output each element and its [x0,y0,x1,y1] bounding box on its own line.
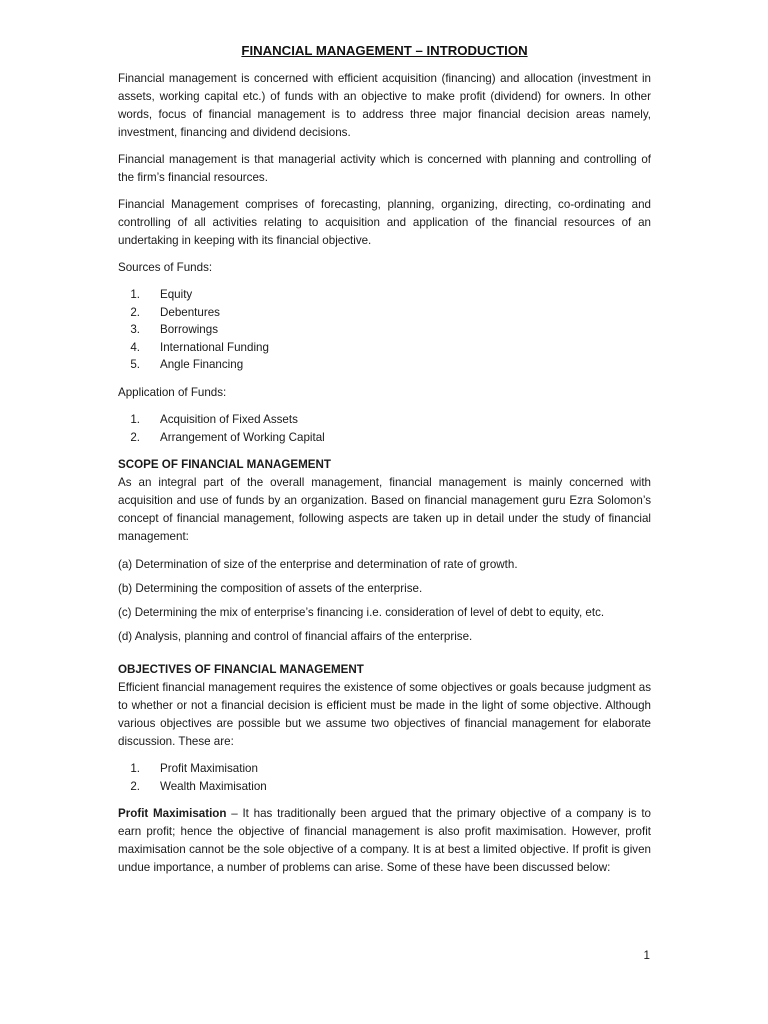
list-number: 1. [130,762,140,776]
scope-point-b: (b) Determining the composition of assets of the enterprise. [118,582,423,596]
list-text: Equity [160,288,193,301]
profit-maximisation-term: Profit Maximisation [118,807,227,821]
intro-paragraph-3: Financial Management comprises of forecasting, planning, organizing, directing, co-ordinating and controlling of all activities relating to acquisition and application of the financial resources of an undertaking in keeping with its financial objective. [118,198,651,247]
list-item [118,304,651,322]
scope-point-a: (a) Determination of size of the enterprise and determination of rate of growth. [118,558,518,572]
scope-heading: SCOPE OF FINANCIAL MANAGEMENT [118,458,331,472]
intro-paragraph-2: Financial management is that managerial activity which is concerned with planning and controlling of the firm’s financial resources. [118,153,651,184]
list-text: Debentures [160,305,220,319]
objectives-heading: OBJECTIVES OF FINANCIAL MANAGEMENT [118,663,364,677]
list-item [118,356,651,374]
objectives-list [118,760,651,795]
list-item [118,411,651,429]
page-number: 1 [643,949,650,962]
list-item [118,321,651,339]
list-number: 4. [130,340,140,354]
list-item [118,429,651,447]
list-number: 2. [130,430,140,444]
list-number: 3. [130,323,140,337]
list-item [118,339,651,357]
application-list [118,411,651,446]
intro-paragraph-1: Financial management is concerned with efficient acquisition (financing) and allocation (investment in assets, working capital etc.) of funds with an objective to make profit (dividend) for owners. In other words, focus of financial management is to address three major financial decision areas namely, investment, financing and dividend decisions. [118,72,651,139]
list-text: Profit Maximisation [160,762,258,776]
objectives-paragraph: Efficient financial management requires the existence of some objectives or goals because judgment as to whether or not a financial decision is efficient must be made in the light of some objective. Although various objectives are possible but we assume two objectives of financial management for elaborate discussion. These are: [118,681,651,749]
list-number: 2. [130,305,140,319]
list-number: 5. [130,358,140,372]
list-text: International Funding [160,340,269,354]
list-item [118,778,651,796]
sources-list [118,286,651,374]
list-number: 2. [130,779,140,793]
list-number: 1. [130,288,140,301]
list-item [118,286,651,304]
application-label: Application of Funds: [118,385,227,399]
section-spacer [118,651,651,661]
list-item [118,760,651,778]
scope-point-c: (c) Determining the mix of enterprise’s financing i.e. consideration of level of debt to equity, etc. [118,606,605,620]
list-text: Angle Financing [160,358,244,372]
list-text: Borrowings [160,323,218,337]
scope-paragraph: As an integral part of the overall management, financial management is mainly concerned with acquisition and use of funds by an organization. Based on financial management guru Ezra Solomon’s concept of financial management, following aspects are taken up in detail under the study of financial management: [118,476,651,544]
list-text: Acquisition of Fixed Assets [160,412,298,426]
list-text: Arrangement of Working Capital [160,430,325,444]
scope-point-d: (d) Analysis, planning and control of financial affairs of the enterprise. [118,630,473,644]
list-text: Wealth Maximisation [160,779,267,793]
sources-label: Sources of Funds: [118,261,213,274]
profit-maximisation-paragraph [118,805,651,877]
page-title: FINANCIAL MANAGEMENT – INTRODUCTION [241,43,528,58]
list-number: 1. [130,412,140,426]
profit-maximisation-text: – It has traditionally been argued that the primary objective of a company is to earn profit; hence the objective of financial management is also profit maximisation. However, profit maximisation cannot be the sole objective of a company. It is at best a limited objective. If profit is given undue importance, a number of problems can arise. Some of these have been discussed below: [118,807,652,875]
